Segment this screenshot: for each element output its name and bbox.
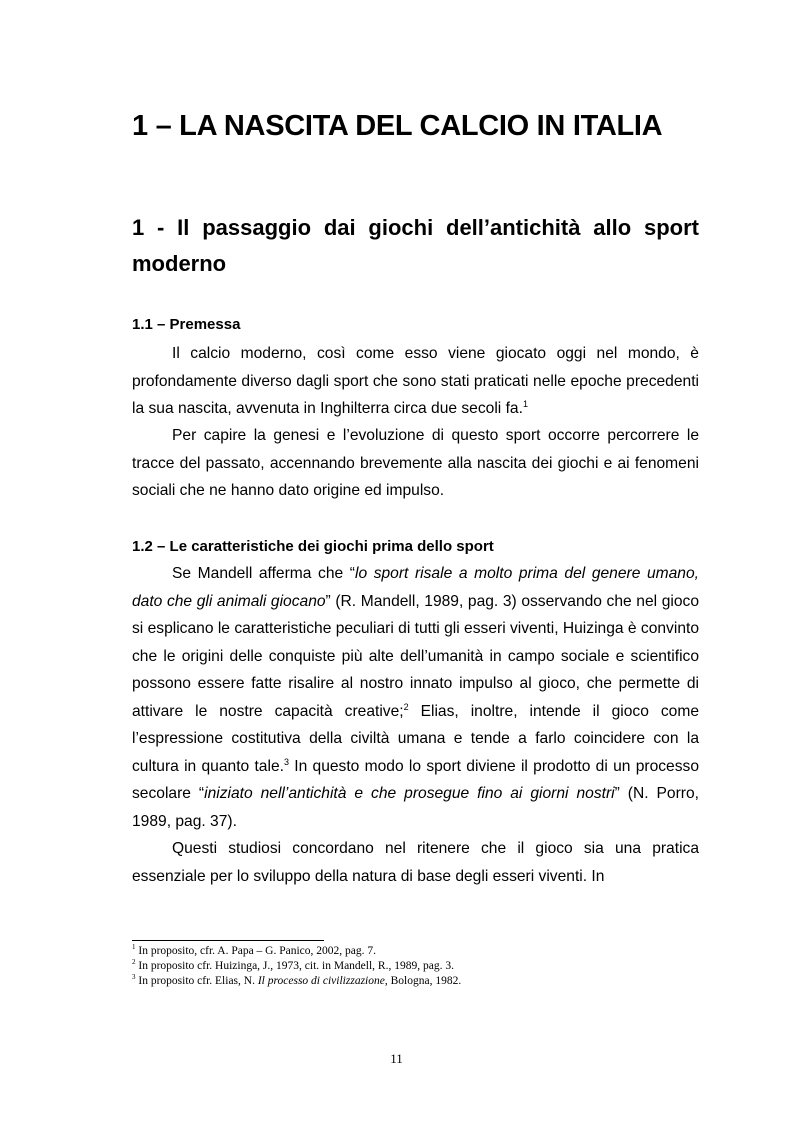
section-title: 1 - Il passaggio dai giochi dell’antichità allo sport moderno <box>132 215 699 276</box>
paragraph-premessa-1 <box>132 340 699 423</box>
text-segment: In questo modo lo sport diviene il prodotto di un processo secolare “ <box>132 757 699 802</box>
subsection-heading-premessa: 1.1 – Premessa <box>132 316 241 333</box>
footnote-text: , Bologna, 1982. <box>384 975 462 987</box>
footnote-separator <box>132 940 324 941</box>
footnote-number: 2 <box>132 958 136 967</box>
footnote-3 <box>132 974 699 989</box>
footnote-text: In proposito cfr. Huizinga, J., 1973, cit. in Mandell, R., 1989, pag. 3. <box>138 960 454 972</box>
footnote-ref-2: 2 <box>403 701 409 712</box>
footnote-text: In proposito, cfr. A. Papa – G. Panico, 2002, pag. 7. <box>138 945 377 957</box>
chapter-title: 1 – LA NASCITA DEL CALCIO IN ITALIA <box>132 110 663 142</box>
text-segment: ” (N. Porro, 1989, pag. 37). <box>132 785 699 830</box>
footnote-book-title: Il processo di civilizzazione <box>257 975 385 987</box>
footnote-ref-1: 1 <box>522 398 528 409</box>
footnote-number: 3 <box>132 973 136 982</box>
quote-mandell: lo sport risale a molto prima del genere umano, dato che gli animali giocano <box>132 565 699 610</box>
footnote-number: 1 <box>132 943 136 952</box>
text-segment: Se Mandell afferma che “ <box>172 565 355 582</box>
paragraph-text: Il calcio moderno, così come esso viene giocato oggi nel mondo, è profondamente diverso dagli sport che sono stati praticati nelle epoche precedenti la sua nascita, avvenuta in Inghilterra circa due secoli fa. <box>132 345 699 417</box>
quote-porro: iniziato nell’antichità e che prosegue fino ai giorni nostri <box>204 785 615 802</box>
footnote-ref-3: 3 <box>283 756 289 767</box>
page-number: 11 <box>390 1051 403 1066</box>
paragraph-caratteristiche-2: Questi studiosi concordano nel ritenere che il gioco sia una pratica essenziale per lo sviluppo della natura di base degli esseri viventi. In <box>132 840 699 885</box>
text-segment: Elias, inoltre, intende il gioco come l’espressione costitutiva della civiltà umana e tende a farlo coincidere con la cultura in quanto tale. <box>132 702 699 775</box>
paragraph-premessa-2: Per capire la genesi e l’evoluzione di questo sport occorre percorrere le tracce del passato, accennando brevemente alla nascita dei giochi e ai fenomeni sociali che ne hanno dato origine ed impulso. <box>132 427 699 499</box>
paragraph-caratteristiche-1 <box>132 560 699 835</box>
footnote-1 <box>132 944 699 959</box>
footnote-2 <box>132 959 699 974</box>
footnote-text: In proposito cfr. Elias, N. <box>138 975 258 987</box>
text-segment: ” (R. Mandell, 1989, pag. 3) osservando che nel gioco si esplicano le caratteristiche peculiari di tutti gli esseri viventi, Huizinga è convinto che le origini delle conquiste più alte dell’umanità in campo sociale e scientifico possono essere fatte risalire al nostro innato impulso al gioco, che permette di attivare le nostre capacità creative; <box>132 592 700 720</box>
subsection-heading-caratteristiche: 1.2 – Le caratteristiche dei giochi prima dello sport <box>132 538 494 555</box>
footnotes <box>132 944 699 989</box>
